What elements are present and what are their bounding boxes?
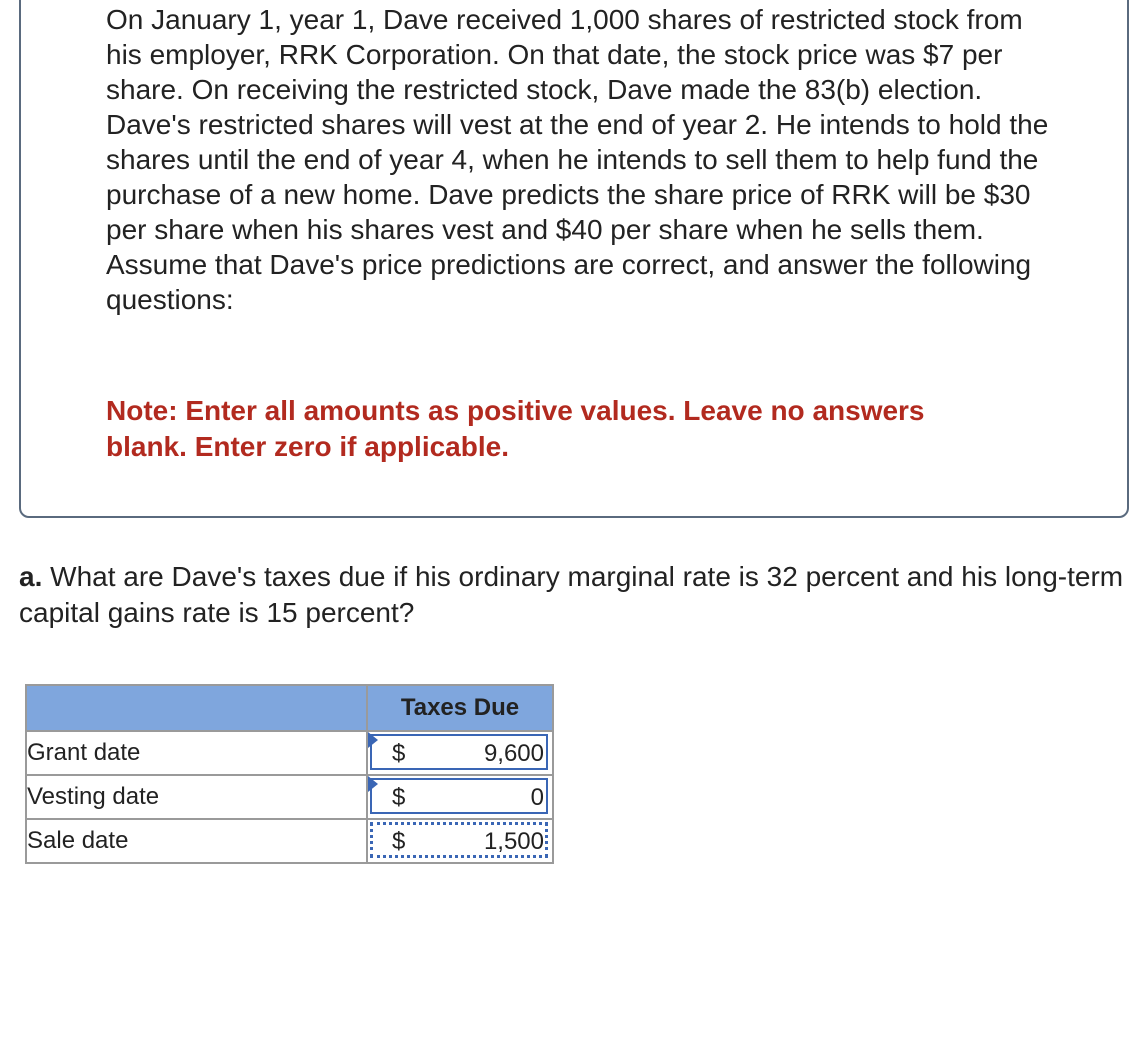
problem-statement: On January 1, year 1, Dave received 1,000 shares of restricted stock from his employer, RRK Corporation. On that date, the stock price was $7 per share. On receiving the restricted stock, Dave made the 83(b) election. Dave's restricted shares will vest at the end of year 2. He intends to hold the shares until the end of year 4, when he intends to sell them to help fund the purchase of a new home. Dave predicts the share price of RRK will be $30 per share when his shares vest and $40 per share when he sells them. Assume that Dave's price predictions are correct, and answer the following questions: <box>106 4 1049 315</box>
taxes-due-table <box>25 684 554 864</box>
answer-flag-icon <box>368 776 378 792</box>
currency-symbol: $ <box>392 784 406 811</box>
table-row <box>26 731 553 775</box>
table-header-row <box>26 685 553 731</box>
entry-note: Note: Enter all amounts as positive values. Leave no answers blank. Enter zero if applicable. <box>106 395 925 462</box>
question-label: a. <box>19 561 43 592</box>
table-row <box>26 819 553 863</box>
currency-symbol: $ <box>392 740 406 767</box>
question-text: What are Dave's taxes due if his ordinary marginal rate is 32 percent and his long-term capital gains rate is 15 percent? <box>19 561 1124 628</box>
label-column-header <box>26 685 367 731</box>
row-label-grant-date: Grant date <box>26 731 367 775</box>
row-label-sale-date: Sale date <box>26 819 367 863</box>
grant-date-amount-value: 9,600 <box>483 740 544 767</box>
answer-flag-icon <box>368 732 378 748</box>
grant-date-cell <box>367 731 553 775</box>
sale-date-cell <box>367 819 553 863</box>
taxes-due-column-header: Taxes Due <box>367 685 553 731</box>
sale-date-amount-value: 1,500 <box>483 828 544 855</box>
vesting-date-amount-value: 0 <box>530 784 544 811</box>
currency-symbol: $ <box>392 828 406 855</box>
row-label-vesting-date: Vesting date <box>26 775 367 819</box>
question-a <box>19 559 1129 631</box>
vesting-date-cell <box>367 775 553 819</box>
table-row <box>26 775 553 819</box>
